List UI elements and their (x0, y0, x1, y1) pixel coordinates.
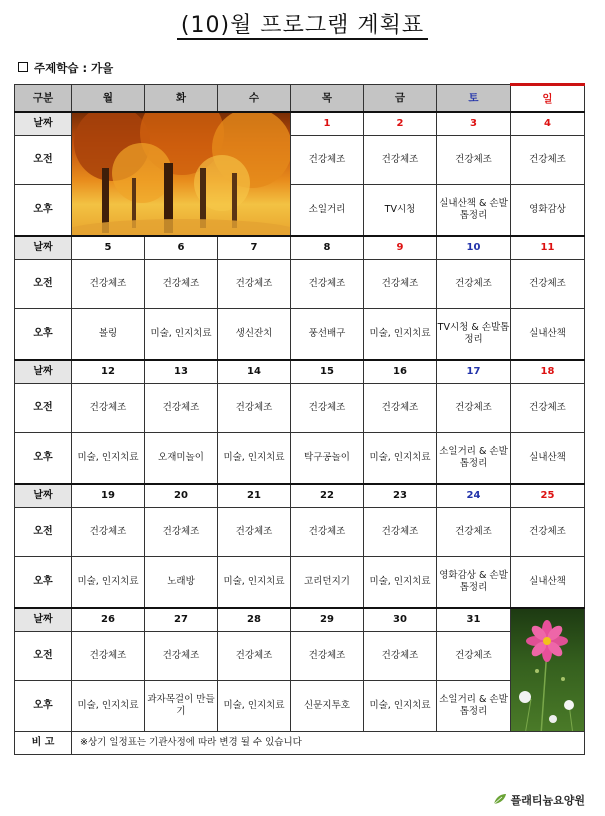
week-5-date-row (15, 608, 585, 632)
week-3-pm-row (15, 433, 585, 485)
activity-cell: 미술, 인지치료 (218, 681, 291, 732)
date-label: 날짜 (15, 484, 72, 508)
activity-cell: 탁구공놀이 (291, 433, 364, 485)
activity-cell: 건강체조 (511, 260, 585, 309)
activity-cell: 건강체조 (218, 260, 291, 309)
activity-cell: 신문지투호 (291, 681, 364, 732)
date-cell: 17 (437, 360, 511, 384)
footer-organization: 플래티늄요양원 (493, 792, 585, 808)
header-mon: 월 (72, 85, 145, 113)
activity-cell: 건강체조 (145, 632, 218, 681)
date-cell: 27 (145, 608, 218, 632)
date-cell: 3 (437, 112, 511, 136)
header-wed: 수 (218, 85, 291, 113)
activity-cell: 건강체조 (364, 136, 437, 185)
activity-cell: TV시청 & 손발톱정리 (437, 309, 511, 361)
week-4-date-row (15, 484, 585, 508)
date-cell: 19 (72, 484, 145, 508)
am-label: 오전 (15, 136, 72, 185)
activity-cell: 건강체조 (72, 632, 145, 681)
date-cell: 13 (145, 360, 218, 384)
date-cell: 22 (291, 484, 364, 508)
date-label: 날짜 (15, 608, 72, 632)
activity-cell: 건강체조 (291, 260, 364, 309)
activity-cell: 미술, 인지치료 (364, 681, 437, 732)
week-5-am-row (15, 632, 585, 681)
date-cell: 21 (218, 484, 291, 508)
week-2-am-row (15, 260, 585, 309)
activity-cell: 미술, 인지치료 (72, 681, 145, 732)
activity-cell: 건강체조 (437, 260, 511, 309)
activity-cell: 건강체조 (218, 632, 291, 681)
activity-cell: 영화감상 (511, 185, 585, 237)
date-label: 날짜 (15, 112, 72, 136)
date-cell: 9 (364, 236, 437, 260)
pm-label: 오후 (15, 557, 72, 609)
date-cell: 29 (291, 608, 364, 632)
activity-cell: 미술, 인지치료 (218, 557, 291, 609)
activity-cell: 미술, 인지치료 (364, 557, 437, 609)
date-cell: 6 (145, 236, 218, 260)
note-text: ※상기 일정표는 기관사정에 따라 변경 될 수 있습니다 (72, 732, 585, 755)
activity-cell: 미술, 인지치료 (364, 309, 437, 361)
activity-cell: 건강체조 (218, 508, 291, 557)
date-cell: 1 (291, 112, 364, 136)
date-cell: 31 (437, 608, 511, 632)
autumn-photo (72, 112, 291, 236)
activity-cell: TV시청 (364, 185, 437, 237)
activity-cell: 소일거리 & 손발톱정리 (437, 433, 511, 485)
date-cell: 23 (364, 484, 437, 508)
pm-label: 오후 (15, 681, 72, 732)
activity-cell: 영화감상 & 손발톱정리 (437, 557, 511, 609)
date-cell: 24 (437, 484, 511, 508)
activity-cell: 건강체조 (437, 632, 511, 681)
activity-cell: 미술, 인지치료 (72, 557, 145, 609)
activity-cell: 건강체조 (291, 632, 364, 681)
leaf-logo-icon (493, 793, 507, 805)
activity-cell: 실내산책 (511, 309, 585, 361)
date-cell: 30 (364, 608, 437, 632)
activity-cell: 과자목걸이 만들기 (145, 681, 218, 732)
date-label: 날짜 (15, 360, 72, 384)
am-label: 오전 (15, 632, 72, 681)
date-cell: 8 (291, 236, 364, 260)
activity-cell: 건강체조 (437, 384, 511, 433)
activity-cell: 건강체조 (72, 384, 145, 433)
activity-cell: 미술, 인지치료 (218, 433, 291, 485)
activity-cell: 건강체조 (511, 384, 585, 433)
am-label: 오전 (15, 384, 72, 433)
activity-cell: 볼링 (72, 309, 145, 361)
subject-line: 주제학습 : 가을 (18, 60, 113, 76)
date-cell: 10 (437, 236, 511, 260)
page-title: (10)월 프로그램 계획표 (0, 8, 605, 39)
date-cell: 16 (364, 360, 437, 384)
header-sat: 토 (437, 85, 511, 113)
activity-cell: 건강체조 (72, 260, 145, 309)
activity-cell: 건강체조 (364, 260, 437, 309)
activity-cell: 생신잔치 (218, 309, 291, 361)
week-2-date-row (15, 236, 585, 260)
activity-cell: 고리던지기 (291, 557, 364, 609)
date-label: 날짜 (15, 236, 72, 260)
note-label: 비 고 (15, 732, 72, 755)
activity-cell: 건강체조 (364, 632, 437, 681)
header-thu: 목 (291, 85, 364, 113)
activity-cell: 건강체조 (437, 508, 511, 557)
activity-cell: 풍선배구 (291, 309, 364, 361)
date-cell: 2 (364, 112, 437, 136)
activity-cell: 건강체조 (72, 508, 145, 557)
header-row (15, 85, 585, 113)
date-cell: 5 (72, 236, 145, 260)
schedule-table (14, 83, 585, 755)
activity-cell: 건강체조 (291, 384, 364, 433)
pm-label: 오후 (15, 185, 72, 237)
note-row (15, 732, 585, 755)
week-3-am-row (15, 384, 585, 433)
header-fri: 금 (364, 85, 437, 113)
activity-cell: 실내산책 (511, 433, 585, 485)
am-label: 오전 (15, 260, 72, 309)
activity-cell: 건강체조 (145, 384, 218, 433)
week-3-date-row (15, 360, 585, 384)
week-5-pm-row (15, 681, 585, 732)
week-4-am-row (15, 508, 585, 557)
activity-cell: 건강체조 (364, 384, 437, 433)
activity-cell: 건강체조 (218, 384, 291, 433)
activity-cell: 건강체조 (145, 508, 218, 557)
autumn-forest-image-icon (72, 113, 290, 235)
date-cell: 18 (511, 360, 585, 384)
date-cell: 14 (218, 360, 291, 384)
date-cell: 28 (218, 608, 291, 632)
week-4-pm-row (15, 557, 585, 609)
activity-cell: 건강체조 (291, 508, 364, 557)
header-label: 구분 (15, 85, 72, 113)
checkbox-square-icon (18, 62, 28, 72)
activity-cell: 건강체조 (511, 136, 585, 185)
activity-cell: 실내산책 (511, 557, 585, 609)
week-1-date-row (15, 112, 585, 136)
date-cell: 12 (72, 360, 145, 384)
date-cell: 7 (218, 236, 291, 260)
activity-cell: 건강체조 (511, 508, 585, 557)
am-label: 오전 (15, 508, 72, 557)
header-sun: 일 (511, 85, 585, 113)
activity-cell: 노래방 (145, 557, 218, 609)
date-cell: 4 (511, 112, 585, 136)
activity-cell: 건강체조 (291, 136, 364, 185)
pm-label: 오후 (15, 309, 72, 361)
date-cell: 15 (291, 360, 364, 384)
date-cell: 20 (145, 484, 218, 508)
activity-cell: 건강체조 (145, 260, 218, 309)
date-cell: 11 (511, 236, 585, 260)
activity-cell: 실내산책 & 손발톱정리 (437, 185, 511, 237)
date-cell: 26 (72, 608, 145, 632)
activity-cell: 미술, 인지치료 (72, 433, 145, 485)
activity-cell: 소일거리 & 손발톱정리 (437, 681, 511, 732)
week-2-pm-row (15, 309, 585, 361)
cosmos-photo (511, 608, 585, 732)
cosmos-flower-image-icon (511, 609, 584, 731)
activity-cell: 건강체조 (437, 136, 511, 185)
activity-cell: 오재미놀이 (145, 433, 218, 485)
activity-cell: 미술, 인지치료 (145, 309, 218, 361)
header-tue: 화 (145, 85, 218, 113)
activity-cell: 건강체조 (364, 508, 437, 557)
pm-label: 오후 (15, 433, 72, 485)
activity-cell: 미술, 인지치료 (364, 433, 437, 485)
date-cell: 25 (511, 484, 585, 508)
activity-cell: 소일거리 (291, 185, 364, 237)
